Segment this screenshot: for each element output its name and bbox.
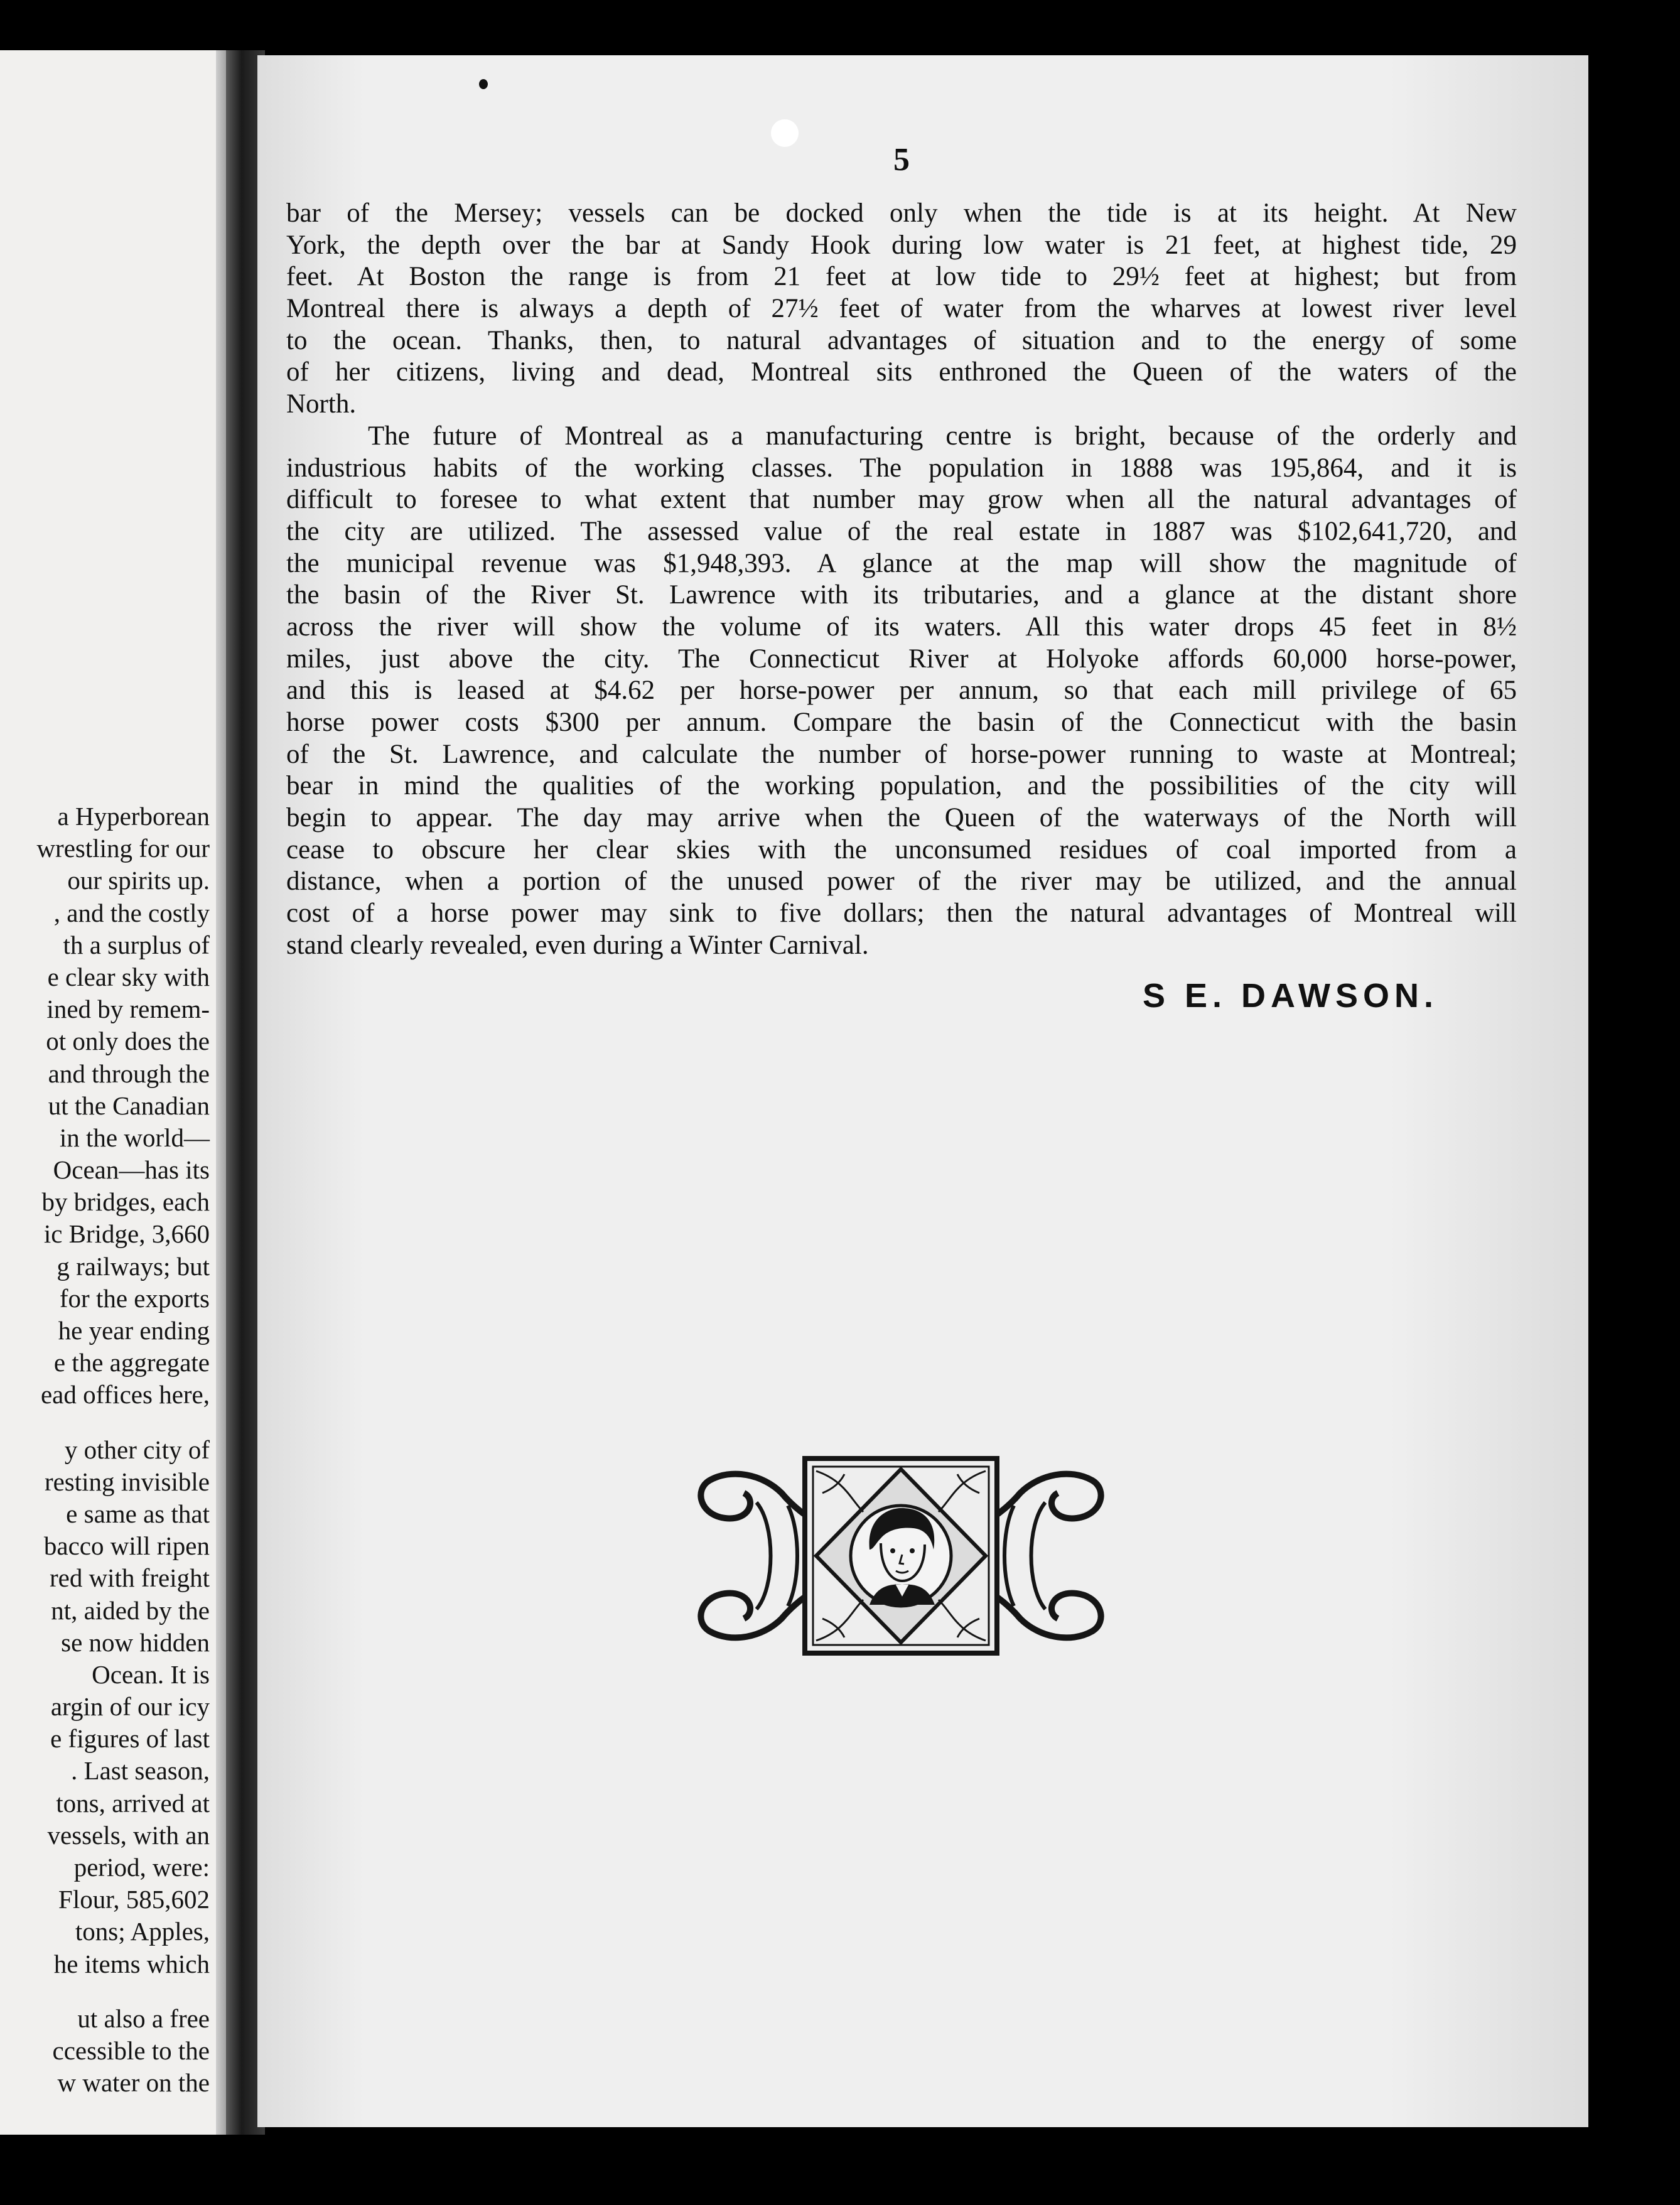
body-line: feet. At Boston the range is from 21 feet at low tide to 29½ feet at highest; but from bbox=[286, 262, 1517, 292]
previous-page-line: se now hidden bbox=[61, 1627, 210, 1657]
previous-page-line: g railways; but bbox=[57, 1251, 210, 1281]
previous-page-line: . Last season, bbox=[71, 1756, 210, 1786]
previous-page-line: e the aggregate bbox=[53, 1348, 210, 1377]
previous-page-line: vessels, with an bbox=[47, 1820, 210, 1850]
previous-page-line: a Hyperborean bbox=[57, 802, 210, 831]
body-line: distance, when a portion of the unused power of the river may be utilized, and the annual bbox=[286, 866, 1517, 897]
body-line: cease to obscure her clear skies with the unconsumed residues of coal imported from a bbox=[286, 834, 1517, 865]
body-line: of the St. Lawrence, and calculate the number of horse-power running to waste at Montreal; bbox=[286, 739, 1517, 769]
previous-page-line: y other city of bbox=[64, 1435, 210, 1464]
previous-page-line: e clear sky with bbox=[47, 962, 210, 991]
previous-page-line: ead offices here, bbox=[40, 1380, 210, 1410]
previous-page-line: for the exports bbox=[59, 1283, 210, 1313]
body-line: horse power costs $300 per annum. Compare the basin of the Connecticut with the basin bbox=[286, 708, 1517, 737]
previous-page-line: red with freight bbox=[49, 1563, 210, 1593]
previous-page-text bbox=[36, 801, 210, 2099]
body-line: difficult to foresee to what extent that number may grow when all the natural advantages of bbox=[286, 485, 1517, 515]
body-line: the municipal revenue was $1,948,393. A glance at the map will show the magnitude of bbox=[286, 548, 1517, 578]
ink-speck bbox=[479, 79, 488, 89]
body-line: bear in mind the qualities of the working population, and the possibilities of the city will bbox=[286, 771, 1517, 801]
body-line: industrious habits of the working classes. The population in 1888 was 195,864, and it is bbox=[286, 453, 1517, 483]
body-line: the basin of the River St. Lawrence with its tributaries, and a glance at the distant shore bbox=[286, 580, 1517, 610]
body-line: begin to appear. The day may arrive when the Queen of the waterways of the North will bbox=[286, 803, 1517, 833]
previous-page-line: , and the costly bbox=[53, 898, 210, 927]
body-line: across the river will show the volume of its waters. All this water drops 45 feet in 8½ bbox=[286, 612, 1517, 642]
previous-page-line: period, were: bbox=[73, 1853, 210, 1882]
previous-page-line: Flour, 585,602 bbox=[58, 1885, 210, 1914]
previous-page-line: e figures of last bbox=[50, 1724, 210, 1754]
previous-page-line: e same as that bbox=[66, 1499, 210, 1528]
previous-page-line: in the world— bbox=[59, 1123, 210, 1152]
previous-page-line: resting invisible bbox=[44, 1467, 210, 1496]
body-line: Montreal there is always a depth of 27½ feet of water from the wharves at lowest river level bbox=[286, 294, 1517, 324]
body-text bbox=[286, 198, 1517, 962]
previous-page-line: nt, aided by the bbox=[51, 1595, 210, 1625]
previous-page bbox=[0, 50, 231, 2135]
previous-page-line: th a surplus of bbox=[63, 930, 210, 959]
previous-page-line: tons; Apples, bbox=[75, 1917, 210, 1946]
body-line: North. bbox=[286, 389, 357, 419]
previous-page-line: ot only does the bbox=[46, 1027, 210, 1056]
body-line: of her citizens, living and dead, Montreal sits enthroned the Queen of the waters of the bbox=[286, 357, 1517, 387]
previous-page-line: bacco will ripen bbox=[43, 1531, 210, 1561]
previous-page-line: ined by remem- bbox=[46, 995, 210, 1024]
body-line: to the ocean. Thanks, then, to natural advantages of situation and to the energy of some bbox=[286, 325, 1517, 355]
previous-page-line: he year ending bbox=[58, 1316, 210, 1345]
previous-page-line: he items which bbox=[53, 1949, 210, 1978]
previous-page-line: ccessible to the bbox=[52, 2035, 210, 2065]
body-line: stand clearly revealed, even during a Winter Carnival. bbox=[286, 930, 869, 960]
previous-page-line: ut also a free bbox=[77, 2003, 210, 2033]
previous-page-line: Ocean—has its bbox=[53, 1155, 210, 1185]
previous-page-line: by bridges, each bbox=[41, 1187, 210, 1217]
previous-page-line: Ocean. It is bbox=[92, 1659, 210, 1689]
portrait-vignette-icon bbox=[681, 1455, 1121, 1656]
paper-blemish bbox=[771, 119, 799, 147]
previous-page-line: and through the bbox=[48, 1059, 210, 1088]
body-line: and this is leased at $4.62 per horse-power per annum, so that each mill privilege of 65 bbox=[286, 676, 1517, 706]
previous-page-gap bbox=[36, 1411, 210, 1434]
body-line: cost of a horse power may sink to five dollars; then the natural advantages of Montreal will bbox=[286, 898, 1517, 929]
previous-page-line: ic Bridge, 3,660 bbox=[43, 1219, 210, 1249]
previous-page-line: our spirits up. bbox=[67, 866, 210, 895]
body-line: York, the depth over the bar at Sandy Hook during low water is 21 feet, at highest tide, 29 bbox=[286, 230, 1517, 260]
body-line: bar of the Mersey; vessels can be docked only when the tide is at its height. At New bbox=[286, 198, 1517, 228]
body-line: the city are utilized. The assessed value of the real estate in 1887 was $102,641,720, and bbox=[286, 516, 1517, 546]
previous-page-line: tons, arrived at bbox=[56, 1788, 210, 1818]
previous-page-line: wrestling for our bbox=[36, 834, 210, 863]
previous-page-line: w water on the bbox=[57, 2068, 210, 2098]
previous-page-line: ut the Canadian bbox=[48, 1091, 210, 1120]
author-signature: S E. DAWSON. bbox=[1143, 977, 1439, 1015]
body-line: miles, just above the city. The Connecticut River at Holyoke affords 60,000 horse-power, bbox=[286, 644, 1517, 674]
body-line: The future of Montreal as a manufacturing centre is bright, because of the orderly and bbox=[368, 421, 1517, 451]
page-number: 5 bbox=[893, 142, 910, 178]
previous-page-gap bbox=[36, 1980, 210, 2003]
previous-page-line: argin of our icy bbox=[50, 1692, 210, 1722]
